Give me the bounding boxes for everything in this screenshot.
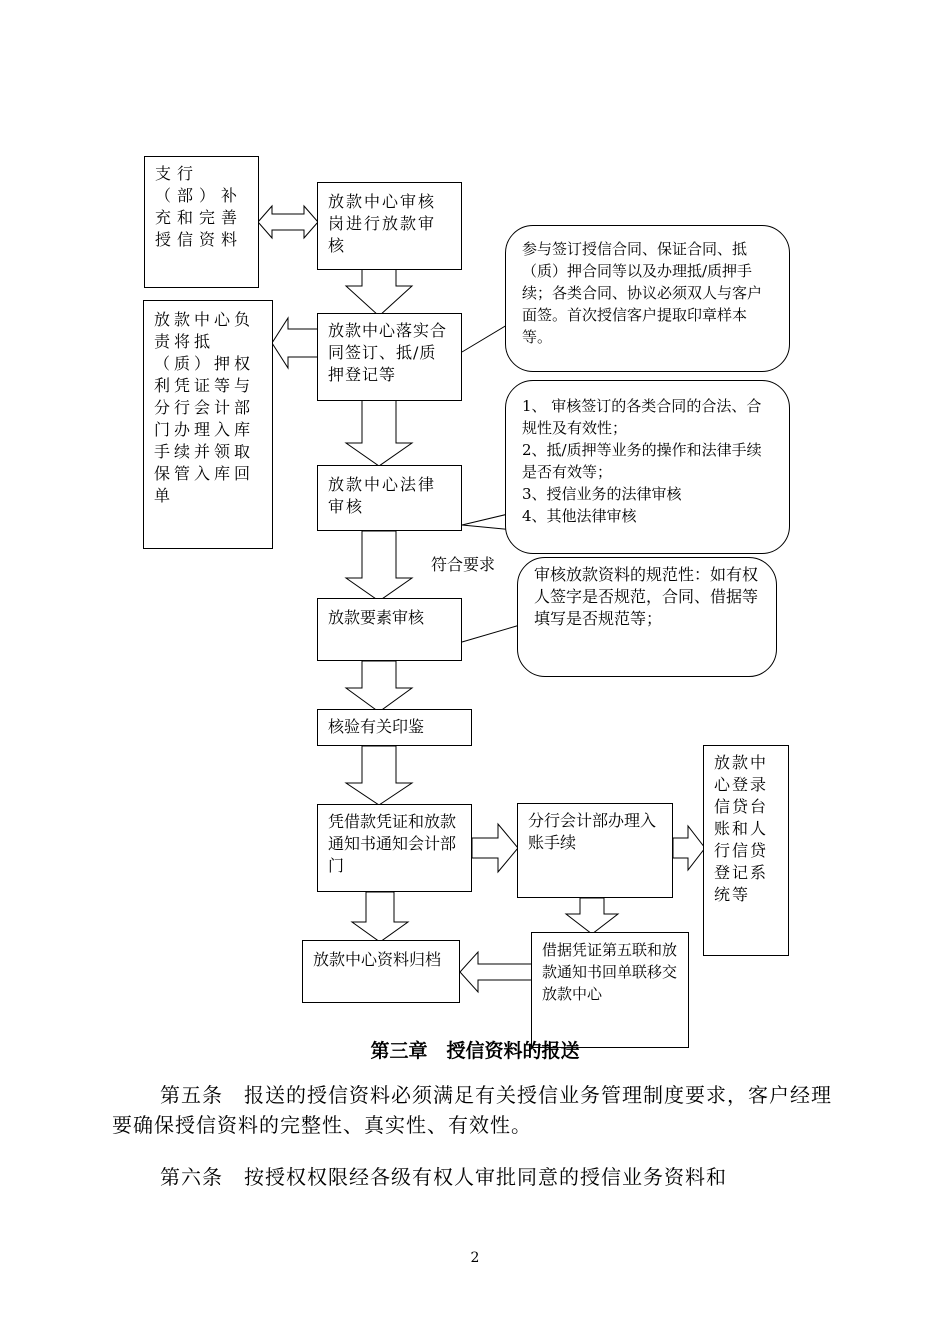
down-arrow [352,892,408,942]
accounting-box: 分行会计部办理入账手续 [517,803,673,898]
callout-pointer [462,625,520,642]
chapter-title: 第三章 授信资料的报送 [370,1040,580,1062]
elements-box: 放款要素审核 [317,598,462,661]
legal-note-line: 1、 审核签订的各类合同的合法、合规性及有效性； [522,397,762,437]
legal-box: 放款中心法律审核 [317,465,462,531]
elements-note: 审核放款资料的规范性：如有权人签字是否规范，合同、借据等填写是否规范等； [517,557,777,677]
seal-box: 核验有关印鉴 [317,709,472,746]
compliance-label: 符合要求 [431,555,496,574]
review-box: 放款中心审核岗进行放款审核 [317,182,462,270]
down-arrow [346,531,412,601]
legal-note-line: 4、其他法律审核 [522,507,637,525]
article-6: 第六条 按授权权限经各级有权人审批同意的授信业务资料和 [160,1165,727,1189]
page-number: 2 [470,1250,480,1266]
down-arrow [346,400,412,466]
register-box: 放款中心登录信贷台账和人行信贷登记系统等 [703,745,789,956]
double-arrow [258,206,318,238]
legal-note-line: 2、抵/质押等业务的操作和法律手续是否有效等； [522,441,762,481]
left-arrow [460,952,532,992]
custody-box: 放款中心负责将抵（质）押权利凭证等与分行会计部门办理入库手续并领取保管入库回单 [143,300,273,549]
down-arrow [346,746,412,805]
sign-box: 放款中心落实合同签订、抵/质押登记等 [317,313,462,401]
transfer-box: 借据凭证第五联和放款通知书回单联移交放款中心 [531,932,689,1048]
article-5: 第五条 报送的授信资料必须满足有关授信业务管理制度要求，客户经理要确保授信资料的完整性、真实性、有效性。 [112,1083,832,1137]
right-arrow [472,824,518,872]
supplement-box: 支行（部）补充和完善授信资料 [144,156,259,288]
notify-box: 凭借款凭证和放款通知书通知会计部门 [317,804,472,892]
right-arrow [673,826,705,870]
down-arrow [566,898,618,934]
archive-box: 放款中心资料归档 [302,940,460,1003]
left-arrow [272,318,318,368]
legal-note-line: 3、授信业务的法律审核 [522,485,682,503]
sign-note: 参与签订授信合同、保证合同、抵（质）押合同等以及办理抵/质押手续；各类合同、协议必须双人与客户面签。首次授信客户提取印章样本等。 [505,225,790,372]
legal-note [505,380,790,554]
down-arrow [346,661,412,712]
